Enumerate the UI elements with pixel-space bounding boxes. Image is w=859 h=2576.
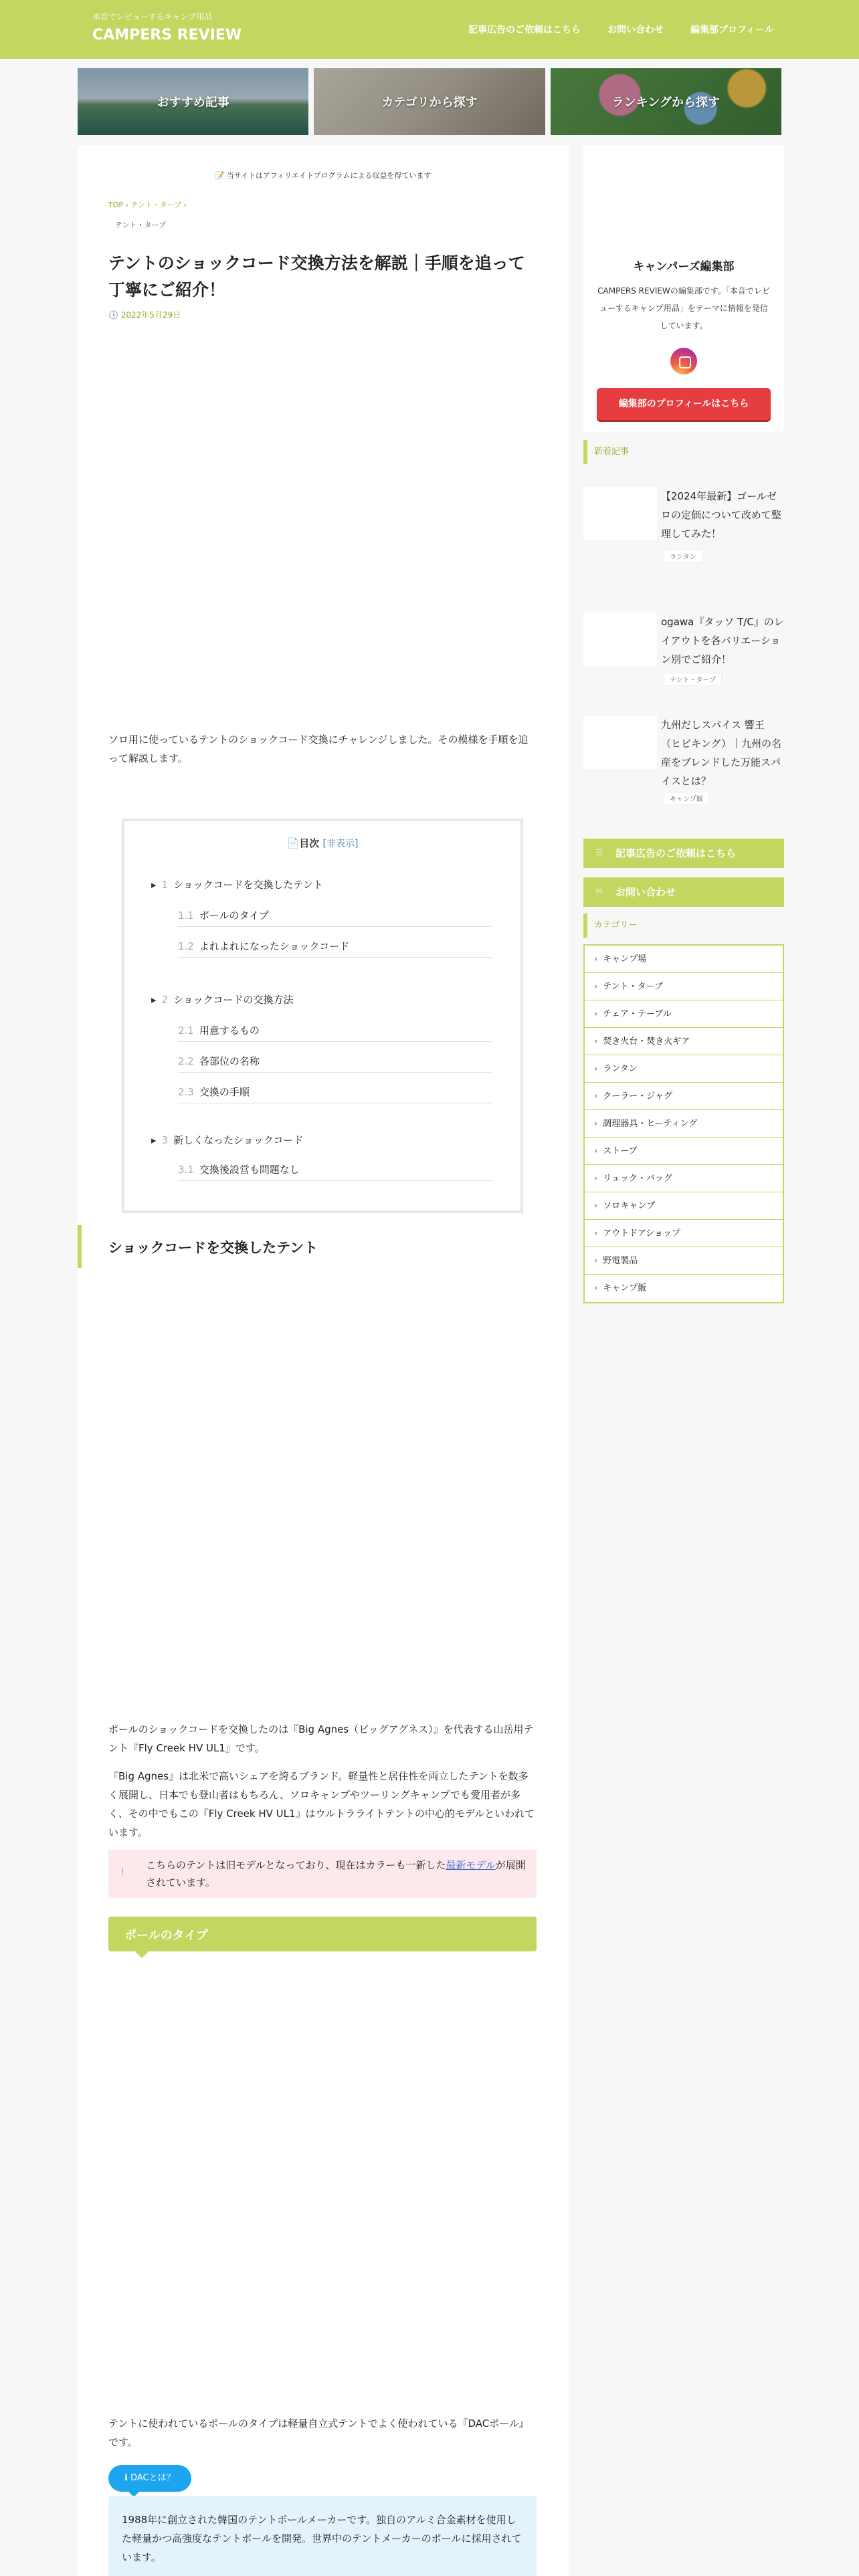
toc-item[interactable] xyxy=(151,1133,303,1147)
info-bubble-label: ℹ DACとは？ xyxy=(108,2465,191,2492)
table-of-contents xyxy=(122,819,523,1213)
category-item[interactable]: › キャンプ場 xyxy=(585,946,783,973)
toc-label: よれよれになったショックコード xyxy=(199,940,350,952)
ad-request-button[interactable] xyxy=(583,839,784,868)
body-paragraph: 『Big Agnes』は北米で高いシェアを誇るブランド。軽量性と居住性を両立したテントを数多く展開し、日本でも登山者はもちろん、ソロキャンプやツーリングキャンプでも愛用者が多く、その中でもこの『Fly Creek HV UL1』はウルトラライトテントの中心的モデルといわれています。 xyxy=(108,1770,535,1838)
toc-item[interactable] xyxy=(178,908,492,927)
profile-button[interactable]: 編集部のプロフィールはこちら xyxy=(597,388,771,420)
category-item[interactable]: › 焚き火台・焚き火ギア xyxy=(585,1028,783,1055)
subsection-heading xyxy=(108,1917,537,1951)
category-item[interactable]: › 調理器具・ヒーティング xyxy=(585,1110,783,1138)
toc-item[interactable] xyxy=(178,1023,492,1042)
banner-categories[interactable] xyxy=(314,68,545,135)
toc-heading: 📄目次 xyxy=(286,837,320,849)
profile-widget xyxy=(583,146,784,432)
toc-title xyxy=(124,836,520,850)
toc-label: 新しくなったショックコード xyxy=(173,1134,304,1146)
toc-item[interactable] xyxy=(151,992,293,1006)
toc-num: 2.2 xyxy=(178,1055,194,1067)
site-header xyxy=(0,0,859,59)
toc-num: 3 xyxy=(161,1134,169,1146)
nav-editor-profile[interactable]: 編集部プロフィール xyxy=(690,25,774,35)
category-item[interactable]: › アウトドアショップ xyxy=(585,1220,783,1247)
profile-name: キャンパーズ編集部 xyxy=(633,260,735,274)
info-bubble-text: 1988年に創立された韓国のテントポールメーカーです。独自のアルミ合金素材を使用した軽量かつ高強度なテントポールを開発。世界中のテントメーカーのポールに採用されています。 xyxy=(122,2514,522,2563)
category-item[interactable]: › 野電製品 xyxy=(585,1247,783,1275)
category-item[interactable]: › リュック・バッグ xyxy=(585,1165,783,1192)
toc-num: 2.1 xyxy=(178,1025,194,1037)
section-heading: ショックコードを交換したテント xyxy=(108,1240,318,1256)
banner-recommended[interactable] xyxy=(78,68,308,135)
category-item[interactable]: › キャンプ飯 xyxy=(585,1275,783,1302)
toc-label: ショックコードの交換方法 xyxy=(173,994,294,1006)
alert-text xyxy=(146,1856,527,1891)
toc-num: 3.1 xyxy=(178,1164,194,1176)
toc-label: 用意するもの xyxy=(199,1025,260,1037)
mail-icon: ✉ xyxy=(595,887,603,897)
toc-item[interactable] xyxy=(178,1054,492,1073)
post-title[interactable]: ogawa『タッソ T/C』のレイアウトを各バリエーション別でご紹介！ xyxy=(661,616,784,665)
alert-icon: ! xyxy=(120,1866,125,1879)
category-item[interactable]: › クーラー・ジャグ xyxy=(585,1083,783,1110)
info-bubble-box xyxy=(108,2496,537,2576)
category-item[interactable]: › ストーブ xyxy=(585,1138,783,1165)
category-item[interactable]: › ランタン xyxy=(585,1055,783,1083)
toc-label: ポールのタイプ xyxy=(199,909,269,922)
post-thumbnail[interactable] xyxy=(583,613,657,666)
toc-label: ショックコードを交換したテント xyxy=(173,879,323,891)
intro-paragraph: ソロ用に使っているテントのショックコード交換にチャレンジしました。その模様を手順を追って解説します。 xyxy=(108,734,529,764)
post-thumbnail[interactable] xyxy=(583,487,657,540)
alert-box xyxy=(108,1850,537,1898)
new-posts-heading: 新着記事 xyxy=(583,440,784,464)
toc-num: 1 xyxy=(161,879,169,891)
category-list xyxy=(583,944,784,1303)
toc-num: 2 xyxy=(161,994,169,1006)
post-category-tag[interactable]: ランタン xyxy=(664,550,702,562)
category-label[interactable]: テント・タープ xyxy=(115,221,166,229)
banner-ranking[interactable] xyxy=(551,68,781,135)
category-item[interactable]: › テント・タープ xyxy=(585,973,783,1000)
breadcrumb[interactable]: TOP › テント・タープ › xyxy=(108,201,187,209)
post-category-tag[interactable]: キャンプ飯 xyxy=(664,792,709,804)
toc-num: 1.2 xyxy=(178,940,194,952)
post-category-tag[interactable]: テント・タープ xyxy=(664,673,722,685)
alert-text-before: こちらのテントは旧モデルとなっており、現在はカラーも一新した xyxy=(146,1859,446,1871)
global-nav xyxy=(455,23,787,36)
toc-num: 1.1 xyxy=(178,909,194,922)
heading-accent-bar xyxy=(78,1225,82,1268)
alert-text-after: が展開されています。 xyxy=(146,1859,526,1889)
body-paragraph: テントに使われているポールのタイプは軽量自立式テントでよく使われている『DACポール』です。 xyxy=(108,2418,529,2448)
body-paragraph: ポールのショックコードを交換したのは『Big Agnes（ビッグアグネス）』を代表する山岳用テント『Fly Creek HV UL1』です。 xyxy=(108,1723,534,1754)
toc-num: 2.3 xyxy=(178,1086,194,1098)
toc-label: 交換後設営も問題なし xyxy=(199,1164,300,1176)
button-label: お問い合わせ xyxy=(615,886,676,898)
feature-banners xyxy=(78,68,781,135)
toc-item[interactable] xyxy=(178,939,492,958)
category-heading: カテゴリー xyxy=(583,914,784,938)
banner-label: おすすめ記事 xyxy=(157,96,229,110)
toc-item[interactable] xyxy=(178,1162,492,1181)
nav-contact[interactable]: お問い合わせ xyxy=(607,25,664,35)
site-logo[interactable]: CAMPERS REVIEW xyxy=(92,27,242,43)
page-title: テントのショックコード交換方法を解説｜手順を追って丁寧にご紹介！ xyxy=(108,253,525,300)
post-title[interactable]: 【2024年最新】ゴールゼロの定価について改めて整理してみた！ xyxy=(661,490,781,540)
nav-ad-request[interactable]: 記事広告のご依頼はこちら xyxy=(468,25,581,35)
banner-label: カテゴリから探す xyxy=(381,96,478,110)
category-item[interactable]: › ソロキャンプ xyxy=(585,1192,783,1220)
button-label: 記事広告のご依頼はこちら xyxy=(615,847,737,859)
banner-label: ランキングから探す xyxy=(611,96,721,110)
latest-model-link[interactable]: 最新モデル xyxy=(446,1859,496,1871)
toc-toggle[interactable]: [非表示] xyxy=(322,839,359,849)
list-icon: ☰ xyxy=(595,848,603,858)
post-thumbnail[interactable] xyxy=(583,716,657,769)
instagram-icon[interactable] xyxy=(670,348,697,374)
toc-item[interactable] xyxy=(151,877,323,891)
subsection-heading-text: ポールのタイプ xyxy=(124,1929,208,1943)
affiliate-disclosure: 📝 当サイトはアフィリエイトプログラムによる収益を得ています xyxy=(215,171,432,180)
site-tagline: 本音でレビューするキャンプ用品 xyxy=(92,12,213,21)
profile-description: CAMPERS REVIEWの編集部です。「本音でレビューするキャンプ用品」をテーマに情報を発信しています。 xyxy=(597,286,770,330)
toc-label: 交換の手順 xyxy=(199,1086,250,1098)
category-item[interactable]: › チェア・テーブル xyxy=(585,1000,783,1028)
contact-button[interactable] xyxy=(583,877,784,907)
post-title[interactable]: 九州だしスパイス 響王（ヒビキング）｜九州の名産をブレンドした万能スパイスとは？ xyxy=(661,719,782,787)
toc-label: 各部位の名称 xyxy=(199,1055,260,1067)
post-date: 🕓 2022年5月29日 xyxy=(108,310,181,320)
article xyxy=(78,146,569,2576)
toc-item[interactable] xyxy=(178,1085,492,1103)
